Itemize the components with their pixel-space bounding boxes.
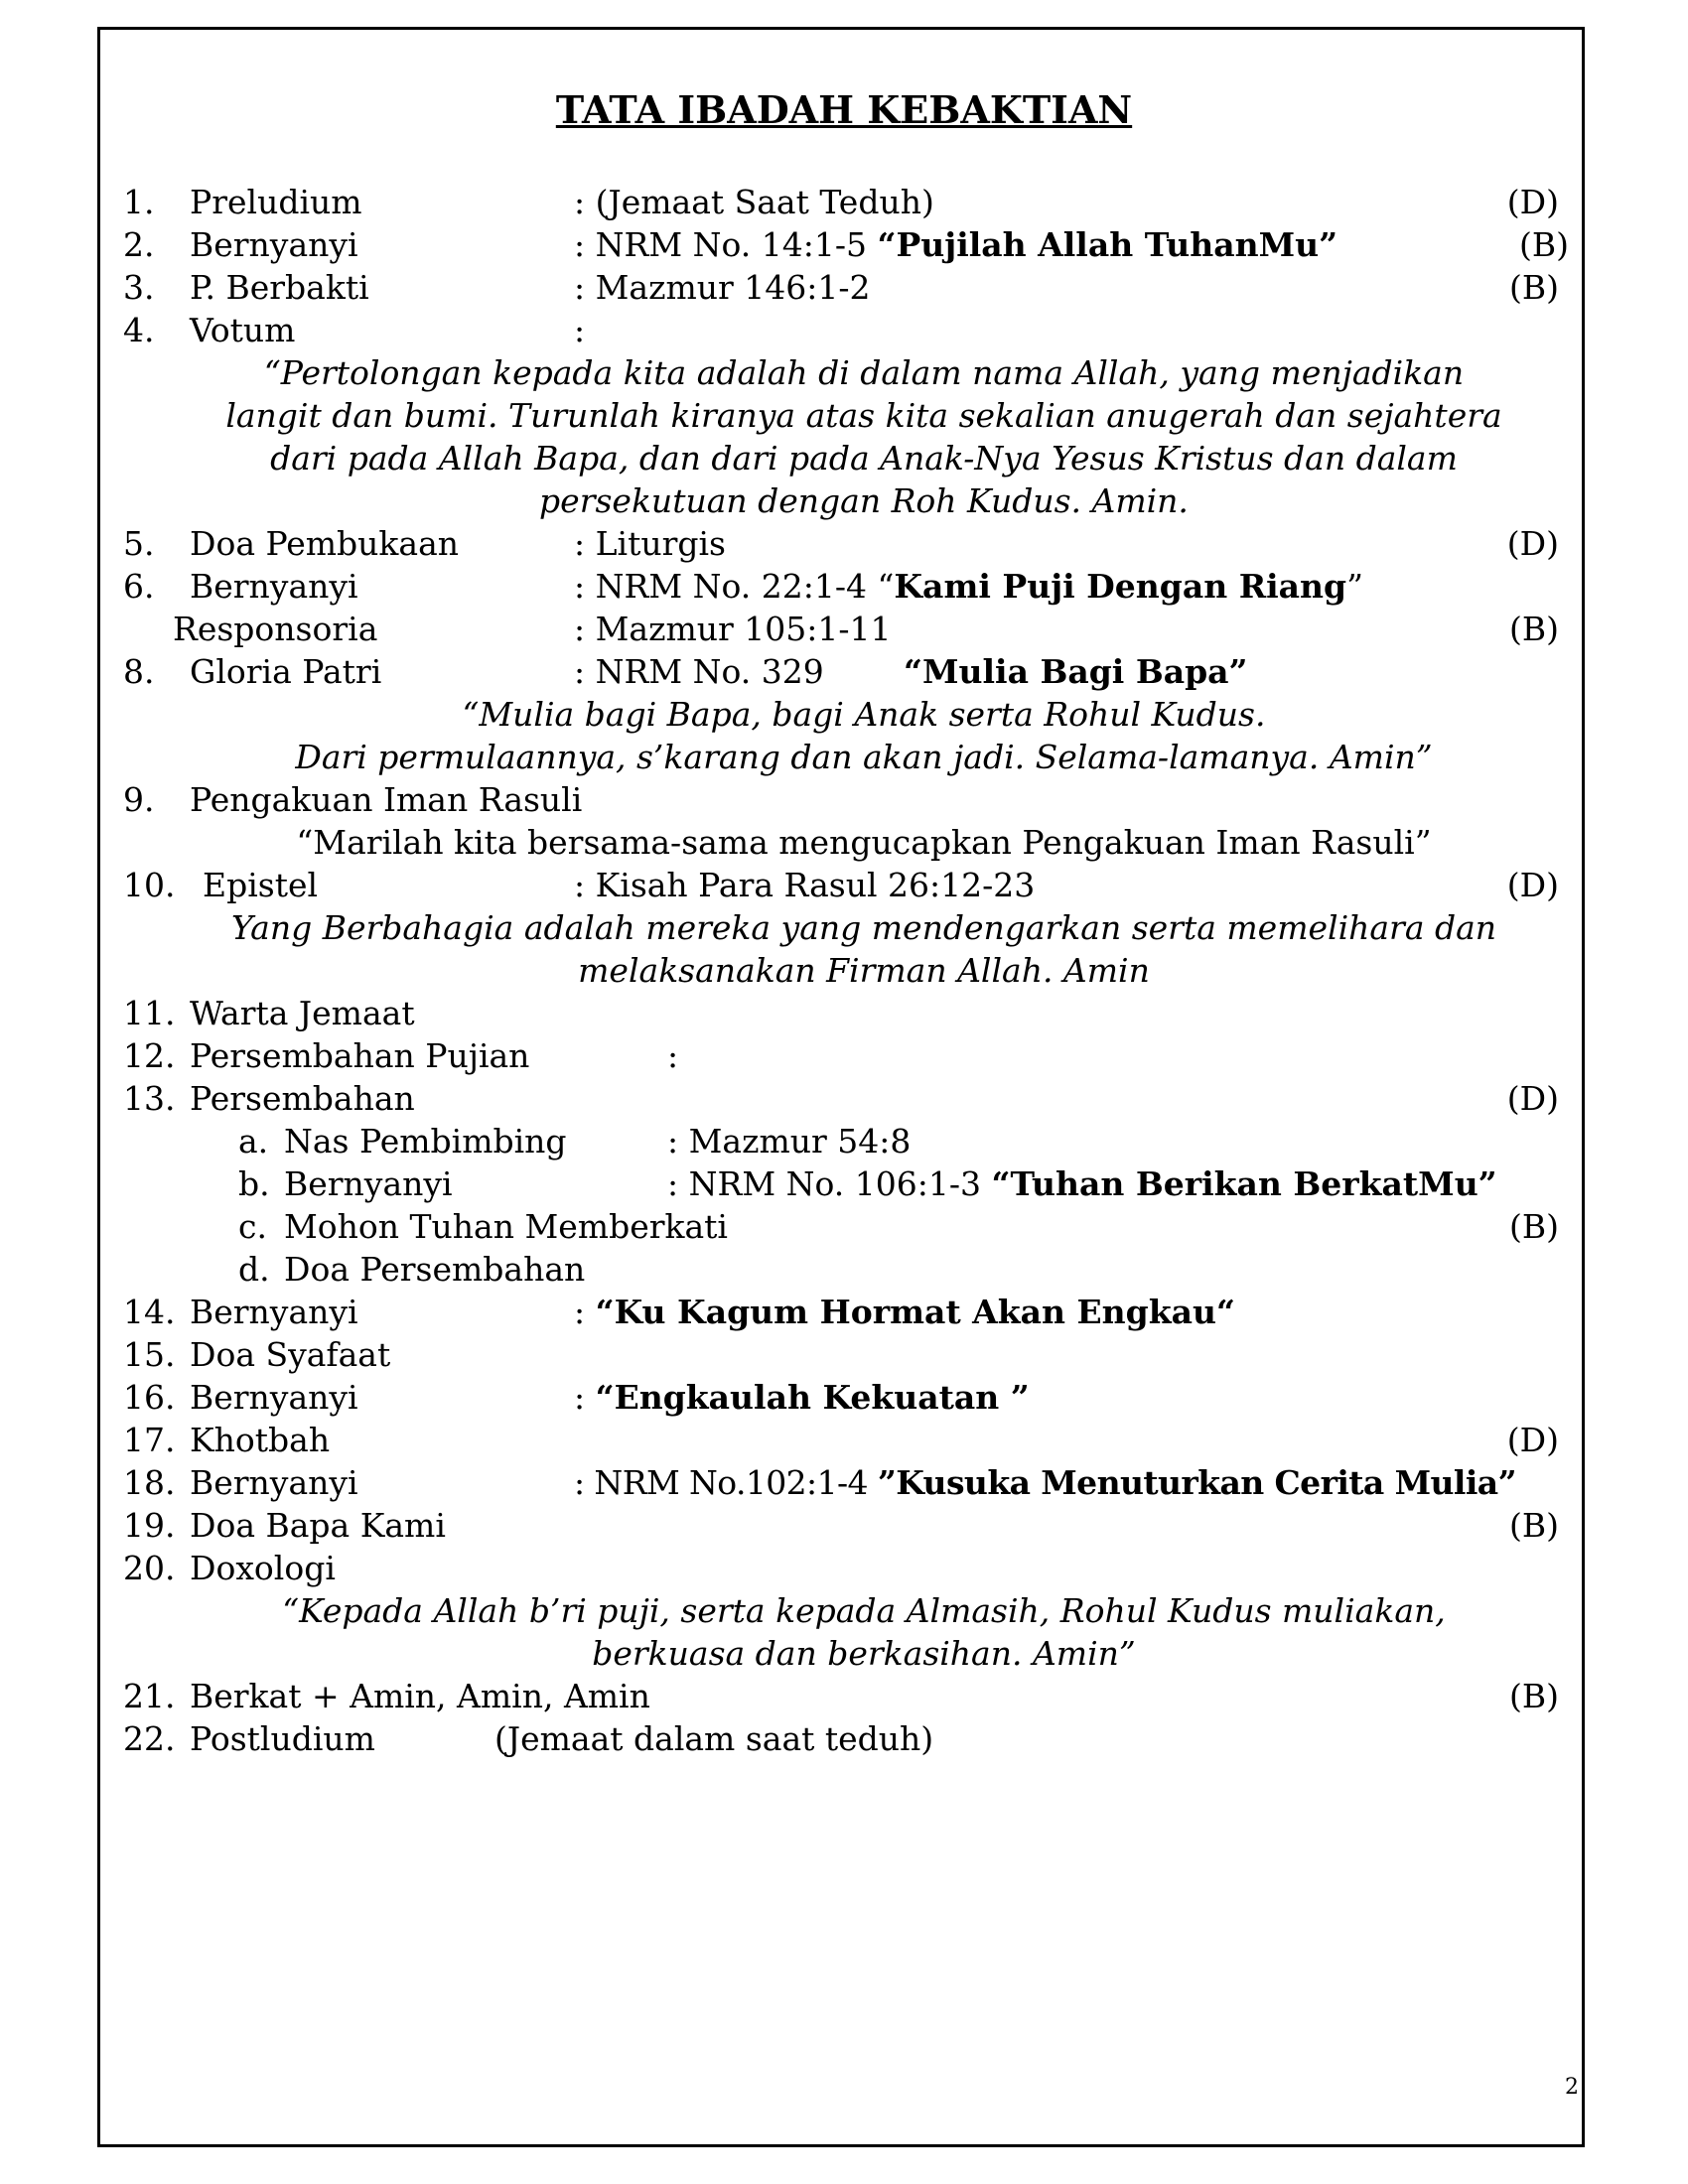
code-badge: (D) xyxy=(1506,183,1559,221)
song-title: “Tuhan Berikan BerkatMu” xyxy=(991,1164,1497,1203)
list-item: 4. Votum : xyxy=(123,311,586,349)
code-badge: (B) xyxy=(1509,1677,1559,1715)
song-title: “Ku Kagum Hormat Akan Engkau“ xyxy=(595,1293,1235,1331)
list-item: 14. Bernyanyi : “Ku Kagum Hormat Akan Engkau“ xyxy=(123,1293,1235,1331)
code-badge: (B) xyxy=(1509,1506,1559,1545)
list-item: 18. Bernyanyi : NRM No.102:1-4 ”Kusuka Menuturkan Cerita Mulia” xyxy=(123,1463,1516,1502)
epistel-text: melaksanakan Firman Allah. Amin xyxy=(578,951,1150,990)
list-item: 11. Warta Jemaat xyxy=(123,994,415,1032)
list-item: 17. Khotbah (D) xyxy=(123,1421,1559,1459)
code-badge: (D) xyxy=(1506,1079,1559,1118)
votum-text: persekutuan dengan Roh Kudus. Amin. xyxy=(539,481,1189,520)
code-badge: (D) xyxy=(1506,866,1559,904)
song-title: “Engkaulah Kekuatan ” xyxy=(595,1378,1030,1417)
creed-text: “Marilah kita bersama-sama mengucapkan Pengakuan Iman Rasuli” xyxy=(296,823,1432,862)
list-item: c. Mohon Tuhan Memberkati (B) xyxy=(238,1207,1559,1246)
song-title: “Pujilah Allah TuhanMu” xyxy=(877,225,1338,264)
code-badge: (B) xyxy=(1509,1207,1559,1246)
list-item: 3. P. Berbakti : Mazmur 146:1-2 (B) xyxy=(123,268,1559,307)
list-item: 21. Berkat + Amin, Amin, Amin (B) xyxy=(123,1677,1559,1715)
votum-text: “Pertolongan kepada kita adalah di dalam nama Allah, yang menjadikan xyxy=(263,353,1465,392)
list-item: Responsoria : Mazmur 105:1-11 (B) xyxy=(173,610,1559,648)
code-badge: (B) xyxy=(1519,225,1569,264)
list-item: 16. Bernyanyi : “Engkaulah Kekuatan ” xyxy=(123,1378,1030,1417)
list-item: 6. Bernyanyi : NRM No. 22:1-4 “Kami Puji Dengan Riang” xyxy=(123,567,1363,606)
list-item: b. Bernyanyi : NRM No. 106:1-3 “Tuhan Berikan BerkatMu” xyxy=(238,1164,1497,1203)
song-title: ”Kusuka Menuturkan Cerita Mulia” xyxy=(877,1463,1516,1502)
list-item: 20. Doxologi xyxy=(123,1549,336,1587)
page-number: 2 xyxy=(1565,2075,1579,2100)
votum-text: langit dan bumi. Turunlah kiranya atas kita sekalian anugerah dan sejahtera xyxy=(225,396,1502,435)
doxologi-text: “Kepada Allah b’ri puji, serta kepada Almasih, Rohul Kudus muliakan, xyxy=(282,1591,1446,1630)
list-item: 1. Preludium : (Jemaat Saat Teduh) (D) xyxy=(123,183,1559,221)
list-item: 19. Doa Bapa Kami (B) xyxy=(123,1506,1559,1545)
gloria-text: “Mulia bagi Bapa, bagi Anak serta Rohul Kudus. xyxy=(462,695,1266,734)
code-badge: (D) xyxy=(1506,1421,1559,1459)
song-title: “Mulia Bagi Bapa” xyxy=(904,652,1248,691)
list-item: a. Nas Pembimbing : Mazmur 54:8 xyxy=(238,1122,912,1160)
list-item: 8. Gloria Patri : NRM No. 329 “Mulia Bagi Bapa” xyxy=(123,652,1248,691)
list-item: 2. Bernyanyi : NRM No. 14:1-5 “Pujilah Allah TuhanMu” (B) xyxy=(123,225,1569,264)
code-badge: (B) xyxy=(1509,610,1559,648)
list-item: 12. Persembahan Pujian : xyxy=(123,1036,679,1075)
list-item: 10. Epistel : Kisah Para Rasul 26:12-23 (D) xyxy=(123,866,1559,904)
epistel-text: Yang Berbahagia adalah mereka yang mendengarkan serta memelihara dan xyxy=(230,908,1497,947)
list-item: 15. Doa Syafaat xyxy=(123,1335,391,1374)
code-badge: (B) xyxy=(1509,268,1559,307)
list-item: 13. Persembahan (D) xyxy=(123,1079,1559,1118)
code-badge: (D) xyxy=(1506,524,1559,563)
list-item: d. Doa Persembahan xyxy=(238,1250,586,1289)
song-title: Kami Puji Dengan Riang xyxy=(894,567,1347,606)
gloria-text: Dari permulaannya, s’karang dan akan jadi. Selama-lamanya. Amin” xyxy=(295,738,1433,776)
list-item: 9. Pengakuan Iman Rasuli xyxy=(123,780,583,819)
list-item: 5. Doa Pembukaan : Liturgis (D) xyxy=(123,524,1559,563)
votum-text: dari pada Allah Bapa, dan dari pada Anak-Nya Yesus Kristus dan dalam xyxy=(270,439,1458,478)
doxologi-text: berkuasa dan berkasihan. Amin” xyxy=(592,1634,1136,1673)
list-item: 22. Postludium (Jemaat dalam saat teduh) xyxy=(123,1719,934,1758)
page-title: TATA IBADAH KEBAKTIAN xyxy=(555,87,1133,132)
